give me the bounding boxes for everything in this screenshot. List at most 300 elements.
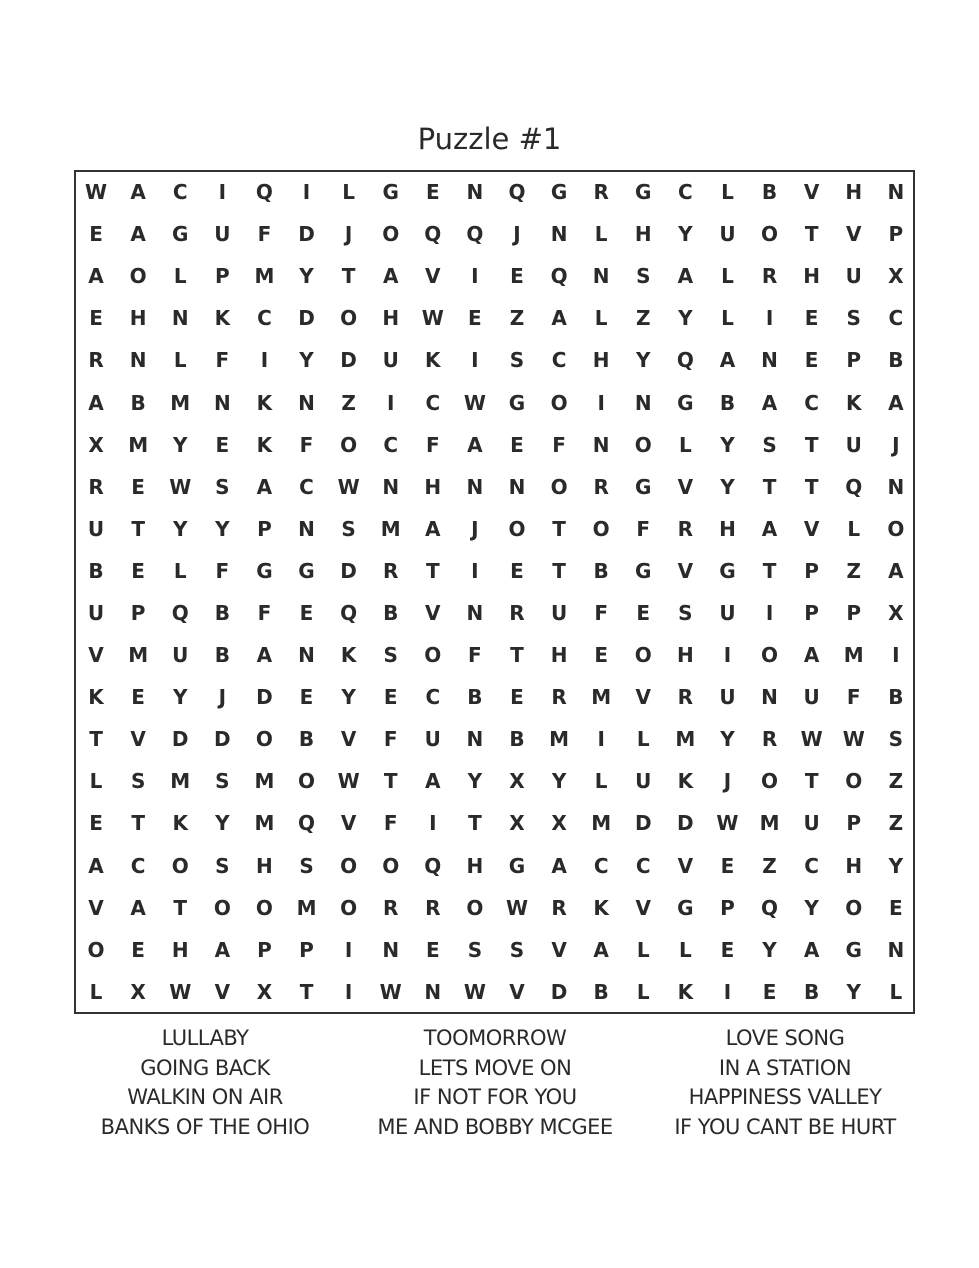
grid-cell[interactable]: E xyxy=(804,306,819,331)
grid-cell[interactable]: I xyxy=(723,979,732,1004)
grid-cell[interactable]: O xyxy=(592,516,610,541)
grid-cell[interactable]: P xyxy=(888,222,904,247)
grid-cell[interactable]: O xyxy=(255,895,273,920)
grid-cell[interactable]: L xyxy=(721,306,734,331)
grid-cell[interactable]: E xyxy=(468,306,482,331)
grid-cell[interactable]: V xyxy=(509,979,525,1004)
grid-cell[interactable]: T xyxy=(510,643,524,668)
grid-cell[interactable]: N xyxy=(171,306,189,331)
grid-cell[interactable]: K xyxy=(256,432,273,457)
grid-cell[interactable]: P xyxy=(804,600,819,625)
grid-cell[interactable]: D xyxy=(256,685,273,710)
grid-cell[interactable]: Y xyxy=(762,937,777,962)
grid-cell[interactable]: N xyxy=(466,727,484,752)
grid-cell[interactable]: O xyxy=(508,516,526,541)
grid-cell[interactable]: Y xyxy=(172,432,188,457)
grid-cell[interactable]: W xyxy=(842,727,865,752)
grid-cell[interactable]: Y xyxy=(888,853,904,878)
grid-cell[interactable]: R xyxy=(551,685,567,710)
grid-cell[interactable]: I xyxy=(597,727,605,752)
grid-cell[interactable]: O xyxy=(761,769,779,794)
grid-cell[interactable]: F xyxy=(215,348,230,373)
grid-cell[interactable]: M xyxy=(675,727,696,752)
grid-cell[interactable]: T xyxy=(299,979,314,1004)
grid-cell[interactable]: I xyxy=(344,937,353,962)
grid-cell[interactable]: D xyxy=(634,811,652,836)
grid-cell[interactable]: A xyxy=(593,937,609,962)
grid-cell[interactable]: Q xyxy=(424,853,442,878)
grid-cell[interactable]: I xyxy=(302,180,311,205)
grid-cell[interactable]: X xyxy=(888,600,904,625)
grid-cell[interactable]: B xyxy=(593,558,609,583)
grid-cell[interactable]: Z xyxy=(636,306,651,331)
grid-cell[interactable]: C xyxy=(299,474,314,499)
grid-cell[interactable]: S xyxy=(130,769,146,794)
grid-cell[interactable]: Y xyxy=(215,811,230,836)
grid-cell[interactable]: W xyxy=(169,979,192,1004)
grid-cell[interactable]: Y xyxy=(215,516,230,541)
grid-cell[interactable]: A xyxy=(761,516,778,541)
grid-cell[interactable]: S xyxy=(467,937,483,962)
grid-cell[interactable]: Q xyxy=(845,474,863,499)
grid-cell[interactable]: S xyxy=(341,516,356,541)
grid-cell[interactable]: U xyxy=(87,516,105,541)
grid-cell[interactable]: O xyxy=(129,264,147,289)
grid-cell[interactable]: L xyxy=(847,516,861,541)
grid-cell[interactable]: H xyxy=(171,937,189,962)
grid-cell[interactable]: O xyxy=(761,222,779,247)
grid-cell[interactable]: B xyxy=(298,727,315,752)
grid-cell[interactable]: U xyxy=(803,685,820,710)
grid-cell[interactable]: U xyxy=(719,685,736,710)
grid-cell[interactable]: A xyxy=(467,432,483,457)
grid-cell[interactable]: J xyxy=(344,222,353,247)
grid-cell[interactable]: D xyxy=(550,979,568,1004)
grid-cell[interactable]: Y xyxy=(299,348,314,373)
grid-cell[interactable]: Y xyxy=(341,685,356,710)
grid-cell[interactable]: X xyxy=(256,979,273,1004)
grid-cell[interactable]: O xyxy=(550,390,568,415)
grid-cell[interactable]: L xyxy=(342,180,355,205)
grid-cell[interactable]: S xyxy=(846,306,861,331)
grid-cell[interactable]: H xyxy=(845,180,863,205)
grid-cell[interactable]: T xyxy=(425,558,440,583)
grid-cell[interactable]: E xyxy=(510,558,524,583)
grid-cell[interactable]: A xyxy=(256,643,273,668)
grid-cell[interactable]: C xyxy=(172,180,188,205)
grid-cell[interactable]: E xyxy=(89,811,103,836)
grid-cell[interactable]: D xyxy=(298,222,315,247)
grid-cell[interactable]: V xyxy=(803,516,820,541)
grid-cell[interactable]: L xyxy=(721,264,734,289)
grid-cell[interactable]: A xyxy=(382,264,399,289)
grid-cell[interactable]: G xyxy=(382,180,399,205)
grid-cell[interactable]: G xyxy=(172,222,189,247)
grid-cell[interactable]: D xyxy=(677,811,694,836)
grid-cell[interactable]: M xyxy=(254,264,275,289)
grid-cell[interactable]: K xyxy=(214,306,231,331)
grid-cell[interactable]: B xyxy=(214,643,230,668)
grid-cell[interactable]: T xyxy=(468,811,482,836)
grid-cell[interactable]: A xyxy=(888,390,904,415)
grid-cell[interactable]: T xyxy=(552,516,566,541)
grid-cell[interactable]: B xyxy=(130,390,146,415)
grid-cell[interactable]: E xyxy=(425,937,440,962)
grid-cell[interactable]: V xyxy=(635,895,651,920)
grid-cell[interactable]: Z xyxy=(762,853,777,878)
grid-cell[interactable]: W xyxy=(421,306,444,331)
grid-cell[interactable]: V xyxy=(340,811,357,836)
grid-cell[interactable]: T xyxy=(552,558,566,583)
grid-cell[interactable]: Q xyxy=(424,222,442,247)
grid-cell[interactable]: Z xyxy=(509,306,525,331)
grid-cell[interactable]: Z xyxy=(846,558,861,583)
grid-cell[interactable]: L xyxy=(89,979,103,1004)
grid-cell[interactable]: N xyxy=(550,222,568,247)
grid-cell[interactable]: V xyxy=(88,643,104,668)
grid-cell[interactable]: O xyxy=(340,895,358,920)
grid-cell[interactable]: B xyxy=(214,600,230,625)
grid-cell[interactable]: K xyxy=(677,769,694,794)
grid-cell[interactable]: P xyxy=(214,264,230,289)
grid-cell[interactable]: E xyxy=(131,937,145,962)
grid-cell[interactable]: N xyxy=(761,348,778,373)
grid-cell[interactable]: H xyxy=(466,853,484,878)
grid-cell[interactable]: K xyxy=(425,348,441,373)
grid-cell[interactable]: A xyxy=(425,769,441,794)
grid-cell[interactable]: O xyxy=(382,222,400,247)
grid-cell[interactable]: A xyxy=(761,390,778,415)
grid-cell[interactable]: Q xyxy=(171,600,189,625)
grid-cell[interactable]: U xyxy=(845,432,862,457)
grid-cell[interactable]: Y xyxy=(804,895,819,920)
grid-cell[interactable]: Y xyxy=(678,306,693,331)
grid-cell[interactable]: Y xyxy=(678,222,693,247)
grid-cell[interactable]: P xyxy=(130,600,146,625)
grid-cell[interactable]: E xyxy=(762,979,777,1004)
grid-cell[interactable]: N xyxy=(382,937,400,962)
grid-cell[interactable]: Z xyxy=(888,769,904,794)
grid-cell[interactable]: A xyxy=(803,937,820,962)
grid-cell[interactable]: T xyxy=(762,558,777,583)
grid-cell[interactable]: S xyxy=(636,264,651,289)
grid-cell[interactable]: E xyxy=(215,432,230,457)
grid-cell[interactable]: O xyxy=(466,895,484,920)
grid-cell[interactable]: T xyxy=(804,432,819,457)
grid-cell[interactable]: C xyxy=(888,306,904,331)
grid-cell[interactable]: E xyxy=(131,558,145,583)
grid-cell[interactable]: O xyxy=(340,306,358,331)
grid-cell[interactable]: N xyxy=(761,685,778,710)
grid-cell[interactable]: V xyxy=(677,558,694,583)
grid-cell[interactable]: X xyxy=(888,264,904,289)
grid-cell[interactable]: E xyxy=(888,895,903,920)
grid-cell[interactable]: D xyxy=(298,306,315,331)
grid-cell[interactable]: I xyxy=(723,643,732,668)
grid-cell[interactable]: B xyxy=(593,979,609,1004)
grid-cell[interactable]: L xyxy=(678,937,692,962)
grid-cell[interactable]: F xyxy=(594,600,608,625)
grid-cell[interactable]: B xyxy=(467,685,483,710)
grid-cell[interactable]: U xyxy=(550,600,568,625)
grid-cell[interactable]: I xyxy=(218,180,227,205)
grid-cell[interactable]: A xyxy=(130,222,146,247)
grid-cell[interactable]: W xyxy=(169,474,192,499)
grid-cell[interactable]: L xyxy=(636,979,650,1004)
grid-cell[interactable]: S xyxy=(215,474,230,499)
grid-cell[interactable]: A xyxy=(88,264,104,289)
grid-cell[interactable]: D xyxy=(340,558,357,583)
grid-cell[interactable]: X xyxy=(88,432,104,457)
grid-cell[interactable]: Y xyxy=(467,769,483,794)
grid-cell[interactable]: L xyxy=(173,264,187,289)
grid-cell[interactable]: T xyxy=(341,264,356,289)
grid-cell[interactable]: U xyxy=(803,811,820,836)
grid-cell[interactable]: F xyxy=(468,643,482,668)
grid-cell[interactable]: I xyxy=(471,264,479,289)
grid-cell[interactable]: M xyxy=(591,811,612,836)
grid-cell[interactable]: Q xyxy=(508,180,526,205)
grid-cell[interactable]: V xyxy=(677,853,694,878)
grid-cell[interactable]: A xyxy=(214,937,231,962)
grid-cell[interactable]: C xyxy=(635,853,651,878)
grid-cell[interactable]: M xyxy=(549,727,570,752)
grid-cell[interactable]: J xyxy=(471,516,479,541)
grid-cell[interactable]: W xyxy=(379,979,402,1004)
grid-cell[interactable]: R xyxy=(551,895,567,920)
grid-cell[interactable]: E xyxy=(510,685,524,710)
grid-cell[interactable]: K xyxy=(88,685,104,710)
grid-cell[interactable]: N xyxy=(634,390,652,415)
grid-cell[interactable]: G xyxy=(256,558,273,583)
grid-cell[interactable]: F xyxy=(215,558,230,583)
grid-cell[interactable]: V xyxy=(845,222,862,247)
grid-cell[interactable]: S xyxy=(299,853,314,878)
grid-cell[interactable]: T xyxy=(762,474,777,499)
grid-cell[interactable]: P xyxy=(846,348,862,373)
grid-cell[interactable]: A xyxy=(888,558,904,583)
grid-cell[interactable]: N xyxy=(466,474,484,499)
grid-cell[interactable]: Y xyxy=(846,979,861,1004)
grid-cell[interactable]: F xyxy=(636,516,651,541)
grid-cell[interactable]: A xyxy=(551,306,567,331)
grid-cell[interactable]: D xyxy=(171,727,189,752)
grid-cell[interactable]: E xyxy=(594,643,608,668)
grid-cell[interactable]: L xyxy=(89,769,103,794)
grid-cell[interactable]: E xyxy=(383,685,398,710)
grid-cell[interactable]: B xyxy=(804,979,820,1004)
grid-cell[interactable]: O xyxy=(87,937,105,962)
grid-cell[interactable]: O xyxy=(340,432,358,457)
grid-cell[interactable]: E xyxy=(720,937,735,962)
grid-cell[interactable]: U xyxy=(172,643,189,668)
grid-cell[interactable]: O xyxy=(255,727,273,752)
grid-cell[interactable]: I xyxy=(597,390,605,415)
grid-cell[interactable]: S xyxy=(215,769,230,794)
grid-cell[interactable]: F xyxy=(425,432,440,457)
grid-cell[interactable]: I xyxy=(471,348,479,373)
grid-cell[interactable]: G xyxy=(635,474,652,499)
grid-cell[interactable]: T xyxy=(383,769,398,794)
grid-cell[interactable]: I xyxy=(765,306,774,331)
grid-cell[interactable]: H xyxy=(129,306,147,331)
grid-cell[interactable]: P xyxy=(804,558,819,583)
grid-cell[interactable]: T xyxy=(131,811,145,836)
grid-cell[interactable]: Q xyxy=(340,600,358,625)
grid-cell[interactable]: V xyxy=(88,895,104,920)
grid-cell[interactable]: A xyxy=(719,348,736,373)
grid-cell[interactable]: F xyxy=(383,811,398,836)
grid-cell[interactable]: L xyxy=(678,432,692,457)
grid-cell[interactable]: O xyxy=(845,769,863,794)
grid-cell[interactable]: N xyxy=(129,348,147,373)
grid-cell[interactable]: L xyxy=(889,979,903,1004)
grid-cell[interactable]: P xyxy=(257,937,272,962)
grid-cell[interactable]: Y xyxy=(720,432,735,457)
grid-cell[interactable]: H xyxy=(634,222,652,247)
grid-cell[interactable]: K xyxy=(256,390,273,415)
grid-cell[interactable]: C xyxy=(804,853,819,878)
grid-cell[interactable]: O xyxy=(213,895,231,920)
grid-cell[interactable]: U xyxy=(635,769,652,794)
grid-cell[interactable]: I xyxy=(765,600,774,625)
grid-cell[interactable]: J xyxy=(218,685,227,710)
grid-cell[interactable]: Q xyxy=(298,811,316,836)
grid-cell[interactable]: C xyxy=(383,432,399,457)
grid-cell[interactable]: E xyxy=(510,264,524,289)
grid-cell[interactable]: M xyxy=(170,390,191,415)
grid-cell[interactable]: Y xyxy=(636,348,651,373)
grid-cell[interactable]: E xyxy=(131,685,145,710)
grid-cell[interactable]: U xyxy=(87,600,105,625)
grid-cell[interactable]: P xyxy=(846,600,862,625)
grid-cell[interactable]: J xyxy=(892,432,900,457)
grid-cell[interactable]: T xyxy=(804,222,819,247)
grid-cell[interactable]: B xyxy=(761,180,778,205)
grid-cell[interactable]: Q xyxy=(550,264,568,289)
grid-cell[interactable]: M xyxy=(843,643,864,668)
grid-cell[interactable]: L xyxy=(594,769,608,794)
grid-cell[interactable]: F xyxy=(383,727,398,752)
grid-cell[interactable]: O xyxy=(845,895,863,920)
grid-cell[interactable]: Q xyxy=(255,180,273,205)
grid-cell[interactable]: E xyxy=(131,474,145,499)
grid-cell[interactable]: Z xyxy=(888,811,904,836)
grid-cell[interactable]: R xyxy=(677,516,694,541)
grid-cell[interactable]: P xyxy=(720,895,735,920)
grid-cell[interactable]: P xyxy=(299,937,314,962)
grid-cell[interactable]: F xyxy=(257,222,272,247)
grid-cell[interactable]: V xyxy=(803,180,820,205)
grid-cell[interactable]: W xyxy=(716,811,739,836)
grid-cell[interactable]: B xyxy=(509,727,525,752)
grid-cell[interactable]: D xyxy=(214,727,231,752)
grid-cell[interactable]: E xyxy=(89,306,103,331)
letter-grid[interactable] xyxy=(75,171,916,1013)
grid-cell[interactable]: I xyxy=(429,811,437,836)
grid-cell[interactable]: N xyxy=(213,390,231,415)
grid-cell[interactable]: C xyxy=(551,348,567,373)
grid-cell[interactable]: G xyxy=(677,390,694,415)
grid-cell[interactable]: F xyxy=(552,432,566,457)
grid-cell[interactable]: A xyxy=(130,180,146,205)
grid-cell[interactable]: L xyxy=(173,558,187,583)
grid-cell[interactable]: S xyxy=(678,600,693,625)
grid-cell[interactable]: R xyxy=(425,895,441,920)
grid-cell[interactable]: D xyxy=(340,348,357,373)
grid-cell[interactable]: F xyxy=(257,600,272,625)
grid-cell[interactable]: G xyxy=(635,558,652,583)
grid-cell[interactable]: F xyxy=(299,432,314,457)
grid-cell[interactable]: Y xyxy=(172,685,188,710)
grid-cell[interactable]: I xyxy=(386,390,395,415)
grid-cell[interactable]: H xyxy=(676,643,694,668)
grid-cell[interactable]: L xyxy=(594,222,608,247)
grid-cell[interactable]: N xyxy=(466,600,484,625)
grid-cell[interactable]: H xyxy=(382,306,400,331)
grid-cell[interactable]: G xyxy=(508,390,526,415)
grid-cell[interactable]: M xyxy=(254,769,275,794)
grid-cell[interactable]: A xyxy=(677,264,694,289)
grid-cell[interactable]: L xyxy=(594,306,608,331)
grid-cell[interactable]: Y xyxy=(720,474,735,499)
grid-cell[interactable]: S xyxy=(383,643,398,668)
grid-cell[interactable]: M xyxy=(170,769,191,794)
grid-cell[interactable]: U xyxy=(424,727,441,752)
grid-cell[interactable]: R xyxy=(677,685,694,710)
grid-cell[interactable]: Q xyxy=(676,348,694,373)
grid-cell[interactable]: U xyxy=(719,600,736,625)
grid-cell[interactable]: Y xyxy=(172,516,188,541)
grid-cell[interactable]: H xyxy=(424,474,442,499)
grid-cell[interactable]: E xyxy=(299,600,314,625)
grid-cell[interactable]: V xyxy=(130,727,146,752)
grid-cell[interactable]: X xyxy=(509,811,525,836)
grid-cell[interactable]: N xyxy=(887,474,905,499)
grid-cell[interactable]: J xyxy=(723,769,732,794)
grid-cell[interactable]: Q xyxy=(761,895,779,920)
grid-cell[interactable]: A xyxy=(88,390,104,415)
grid-cell[interactable]: M xyxy=(759,811,780,836)
grid-cell[interactable]: W xyxy=(337,769,360,794)
grid-cell[interactable]: V xyxy=(425,264,441,289)
grid-cell[interactable]: B xyxy=(719,390,736,415)
grid-cell[interactable]: P xyxy=(846,811,862,836)
grid-cell[interactable]: C xyxy=(804,390,819,415)
grid-cell[interactable]: M xyxy=(380,516,401,541)
grid-cell[interactable]: L xyxy=(173,348,187,373)
grid-cell[interactable]: O xyxy=(887,516,905,541)
grid-cell[interactable]: H xyxy=(803,264,821,289)
grid-cell[interactable]: N xyxy=(298,390,315,415)
grid-cell[interactable]: U xyxy=(719,222,736,247)
grid-cell[interactable]: T xyxy=(804,474,819,499)
grid-cell[interactable]: E xyxy=(804,348,819,373)
grid-cell[interactable]: H xyxy=(592,348,610,373)
grid-cell[interactable]: E xyxy=(299,685,314,710)
grid-cell[interactable]: K xyxy=(845,390,862,415)
grid-cell[interactable]: N xyxy=(592,432,610,457)
grid-cell[interactable]: W xyxy=(505,895,529,920)
grid-cell[interactable]: I xyxy=(471,558,479,583)
grid-cell[interactable]: R xyxy=(761,264,778,289)
grid-cell[interactable]: B xyxy=(88,558,104,583)
grid-cell[interactable]: A xyxy=(803,643,820,668)
grid-cell[interactable]: H xyxy=(845,853,863,878)
grid-cell[interactable]: C xyxy=(130,853,146,878)
grid-cell[interactable]: O xyxy=(761,643,779,668)
grid-cell[interactable]: A xyxy=(551,853,567,878)
